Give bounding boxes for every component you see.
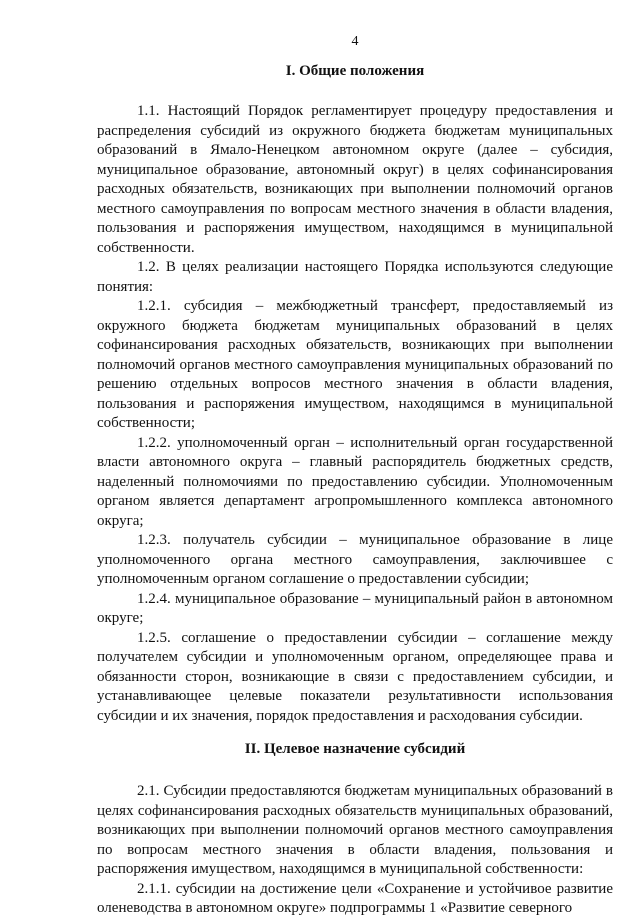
paragraph-1-2-2: 1.2.2. уполномоченный орган – исполнительный орган государственной власти автономного округа – главный распорядитель бюджетных средств, наделенный полномочиями по предоставлению субсидии. Уполномоченным органом является департамент агропромышленного комплекса автономного округа;: [97, 434, 613, 529]
paragraph-1-2-1: 1.2.1. субсидия – межбюджетный трансферт, предоставляемый из окружного бюджета бюджетам муниципальных образований в целях софинансирования расходных обязательств, возникающих при выполнении полномочий органов местного самоуправления муниципальных образований по решению отдельных вопросов местного значения в области владения, пользования и распоряжения имуществом, находящимся в муниципальной собственности;: [97, 298, 613, 431]
paragraph-1-2-4: 1.2.4. муниципальное образование – муниципальный район в автономном округе;: [97, 590, 613, 626]
paragraph-1-2-5: 1.2.5. соглашение о предоставлении субсидии – соглашение между получателем субсидии и уполномоченным органом, определяющее права и обязанности сторон, возникающие в связи с предоставлением субсидии, и устанавливающее целевые показатели результативности использования субсидии и их значения, порядок предоставления и расходования субсидии.: [97, 629, 613, 724]
paragraph-2-1: 2.1. Субсидии предоставляются бюджетам муниципальных образований в целях софинансирования расходных обязательств муниципальных образований, возникающих при выполнении полномочий органов местного самоуправления по вопросам местного значения в области владения, пользования и распоряжения имуществом, находящимся в муниципальной собственности:: [97, 783, 613, 877]
paragraph-1-2: 1.2. В целях реализации настоящего Порядка используются следующие понятия:: [97, 259, 613, 295]
page-number: 4: [351, 34, 359, 49]
paragraph-2-1-1: 2.1.1. субсидии на достижение цели «Сохранение и устойчивое развитие оленеводства в автономном округе» подпрограммы 1 «Развитие северного: [97, 880, 613, 916]
section-2-title: II. Целевое назначение субсидий: [244, 741, 466, 757]
paragraph-1-2-3: 1.2.3. получатель субсидии – муниципальное образование в лице уполномоченного органа местного самоуправления, заключившее с уполномоченным органом соглашение о предоставлении субсидии;: [97, 532, 613, 587]
section-1-title: I. Общие положения: [285, 63, 425, 79]
paragraph-1-1: 1.1. Настоящий Порядок регламентирует процедуру предоставления и распределения субсидий из окружного бюджета бюджетам муниципальных образований в Ямало-Ненецком автономном округе (далее – субсидия, муниципальное образование, автономный округ) в целях софинансирования расходных обязательств, возникающих при выполнении полномочий органов местного самоуправления по вопросам местного значения в области владения, пользования и распоряжения имуществом, находящимся в муниципальной собственности.: [97, 103, 613, 256]
